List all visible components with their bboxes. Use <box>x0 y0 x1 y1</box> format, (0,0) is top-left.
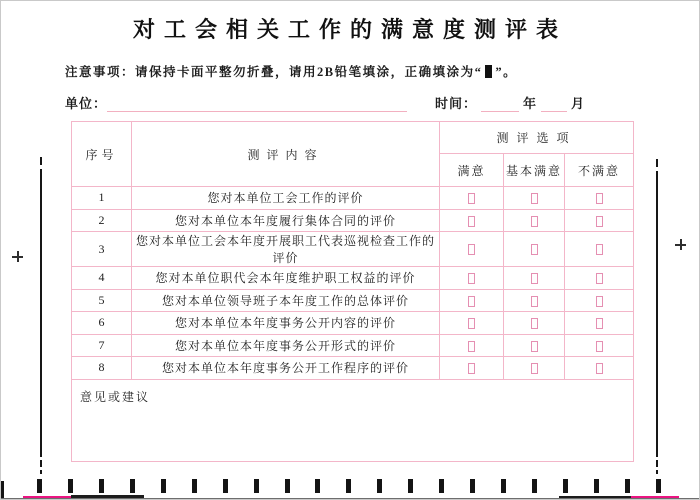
answer-box-satisfied[interactable] <box>468 273 475 284</box>
answer-box-unsatisfied[interactable] <box>596 341 603 352</box>
row-number: 6 <box>72 312 132 335</box>
answer-box-satisfied[interactable] <box>468 318 475 329</box>
row-number: 4 <box>72 267 132 290</box>
row-content: 您对本单位本年度事务公开形式的评价 <box>132 334 440 357</box>
bottom-scan-edge <box>1 498 699 500</box>
left-crosshair-icon <box>12 251 23 262</box>
timing-mark <box>532 479 537 493</box>
timing-mark <box>99 479 104 493</box>
year-label: 年 <box>523 96 538 111</box>
row-content: 您对本单位本年度事务公开工作程序的评价 <box>132 357 440 380</box>
row-content: 您对本单位本年度事务公开内容的评价 <box>132 312 440 335</box>
answer-box-basically-satisfied[interactable] <box>531 216 538 227</box>
left-sync-dot <box>40 470 42 474</box>
table-row <box>72 357 634 380</box>
timing-mark <box>563 479 568 493</box>
answer-box-unsatisfied[interactable] <box>596 216 603 227</box>
row-number: 2 <box>72 209 132 232</box>
header-options-group: 测评选项 <box>440 122 634 154</box>
answer-box-satisfied[interactable] <box>468 296 475 307</box>
answer-box-satisfied[interactable] <box>468 341 475 352</box>
table-row <box>72 232 634 267</box>
answer-box-unsatisfied[interactable] <box>596 363 603 374</box>
timing-mark <box>130 479 135 493</box>
left-sync-line <box>40 169 42 457</box>
row-content: 您对本单位本年度履行集体合同的评价 <box>132 209 440 232</box>
timing-mark <box>656 479 661 493</box>
comments-area[interactable] <box>72 379 634 461</box>
right-sync-line <box>656 171 658 457</box>
right-sync-dash-top <box>656 159 658 167</box>
right-sync-dash-bottom <box>656 460 658 467</box>
timing-mark <box>408 479 413 493</box>
header-option-unsatisfied: 不满意 <box>565 154 634 187</box>
timing-mark <box>223 479 228 493</box>
answer-box-unsatisfied[interactable] <box>596 193 603 204</box>
year-input-line[interactable] <box>481 97 519 112</box>
right-crosshair-icon <box>675 239 686 250</box>
right-sync-dot <box>656 470 658 474</box>
row-number: 7 <box>72 334 132 357</box>
unit-input-line[interactable] <box>107 97 407 112</box>
answer-box-unsatisfied[interactable] <box>596 318 603 329</box>
timing-mark <box>315 479 320 493</box>
row-content: 您对本单位职代会本年度维护职工权益的评价 <box>132 267 440 290</box>
timing-mark <box>439 479 444 493</box>
answer-box-basically-satisfied[interactable] <box>531 193 538 204</box>
page-title: 对工会相关工作的满意度测评表 <box>132 17 567 42</box>
timing-mark <box>192 479 197 493</box>
row-content: 您对本单位工会本年度开展职工代表巡视检查工作的评价 <box>132 232 440 267</box>
answer-box-basically-satisfied[interactable] <box>531 318 538 329</box>
header-option-satisfied: 满意 <box>440 154 504 187</box>
timing-mark <box>594 479 599 493</box>
month-label: 月 <box>571 96 586 111</box>
answer-box-basically-satisfied[interactable] <box>531 296 538 307</box>
answer-box-basically-satisfied[interactable] <box>531 341 538 352</box>
row-number: 3 <box>72 232 132 267</box>
timing-mark <box>625 479 630 493</box>
header-index: 序号 <box>72 122 132 187</box>
answer-box-satisfied[interactable] <box>468 244 475 255</box>
table-row <box>72 267 634 290</box>
unit-label: 单位： <box>65 96 108 111</box>
row-content: 您对本单位领导班子本年度工作的总体评价 <box>132 289 440 312</box>
notice-label: 注意事项： <box>65 65 136 79</box>
timing-mark <box>470 479 475 493</box>
table-row <box>72 209 634 232</box>
table-row <box>72 289 634 312</box>
answer-box-basically-satisfied[interactable] <box>531 363 538 374</box>
answer-box-satisfied[interactable] <box>468 216 475 227</box>
table-row <box>72 187 634 210</box>
timing-marks-row <box>37 479 661 493</box>
row-number: 1 <box>72 187 132 210</box>
timing-mark <box>285 479 290 493</box>
header-option-basically-satisfied: 基本满意 <box>504 154 565 187</box>
comments-label: 意见或建议 <box>80 389 151 404</box>
timing-mark <box>254 479 259 493</box>
timing-mark <box>377 479 382 493</box>
timing-mark <box>68 479 73 493</box>
answer-box-satisfied[interactable] <box>468 363 475 374</box>
timing-mark <box>346 479 351 493</box>
row-number: 5 <box>72 289 132 312</box>
time-label: 时间： <box>435 96 478 111</box>
answer-box-basically-satisfied[interactable] <box>531 273 538 284</box>
notice-line <box>65 62 517 80</box>
answer-box-basically-satisfied[interactable] <box>531 244 538 255</box>
left-sync-dash-bottom <box>40 460 42 467</box>
filled-mark-icon <box>485 65 492 78</box>
timing-mark <box>37 479 42 493</box>
answer-box-unsatisfied[interactable] <box>596 296 603 307</box>
table-row <box>72 334 634 357</box>
notice-text-after: ”。 <box>495 65 518 79</box>
month-input-line[interactable] <box>541 97 567 112</box>
row-number: 8 <box>72 357 132 380</box>
answer-box-unsatisfied[interactable] <box>596 273 603 284</box>
header-content: 测评内容 <box>132 122 440 187</box>
table-row <box>72 312 634 335</box>
answer-box-unsatisfied[interactable] <box>596 244 603 255</box>
notice-text-before: 请保持卡面平整勿折叠，请用2B铅笔填涂，正确填涂为“ <box>135 65 483 79</box>
row-content: 您对本单位工会工作的评价 <box>132 187 440 210</box>
timing-mark <box>161 479 166 493</box>
evaluation-table <box>71 121 634 462</box>
answer-box-satisfied[interactable] <box>468 193 475 204</box>
timing-mark <box>501 479 506 493</box>
left-sync-dash-top <box>40 157 42 165</box>
unit-time-row <box>65 93 605 112</box>
